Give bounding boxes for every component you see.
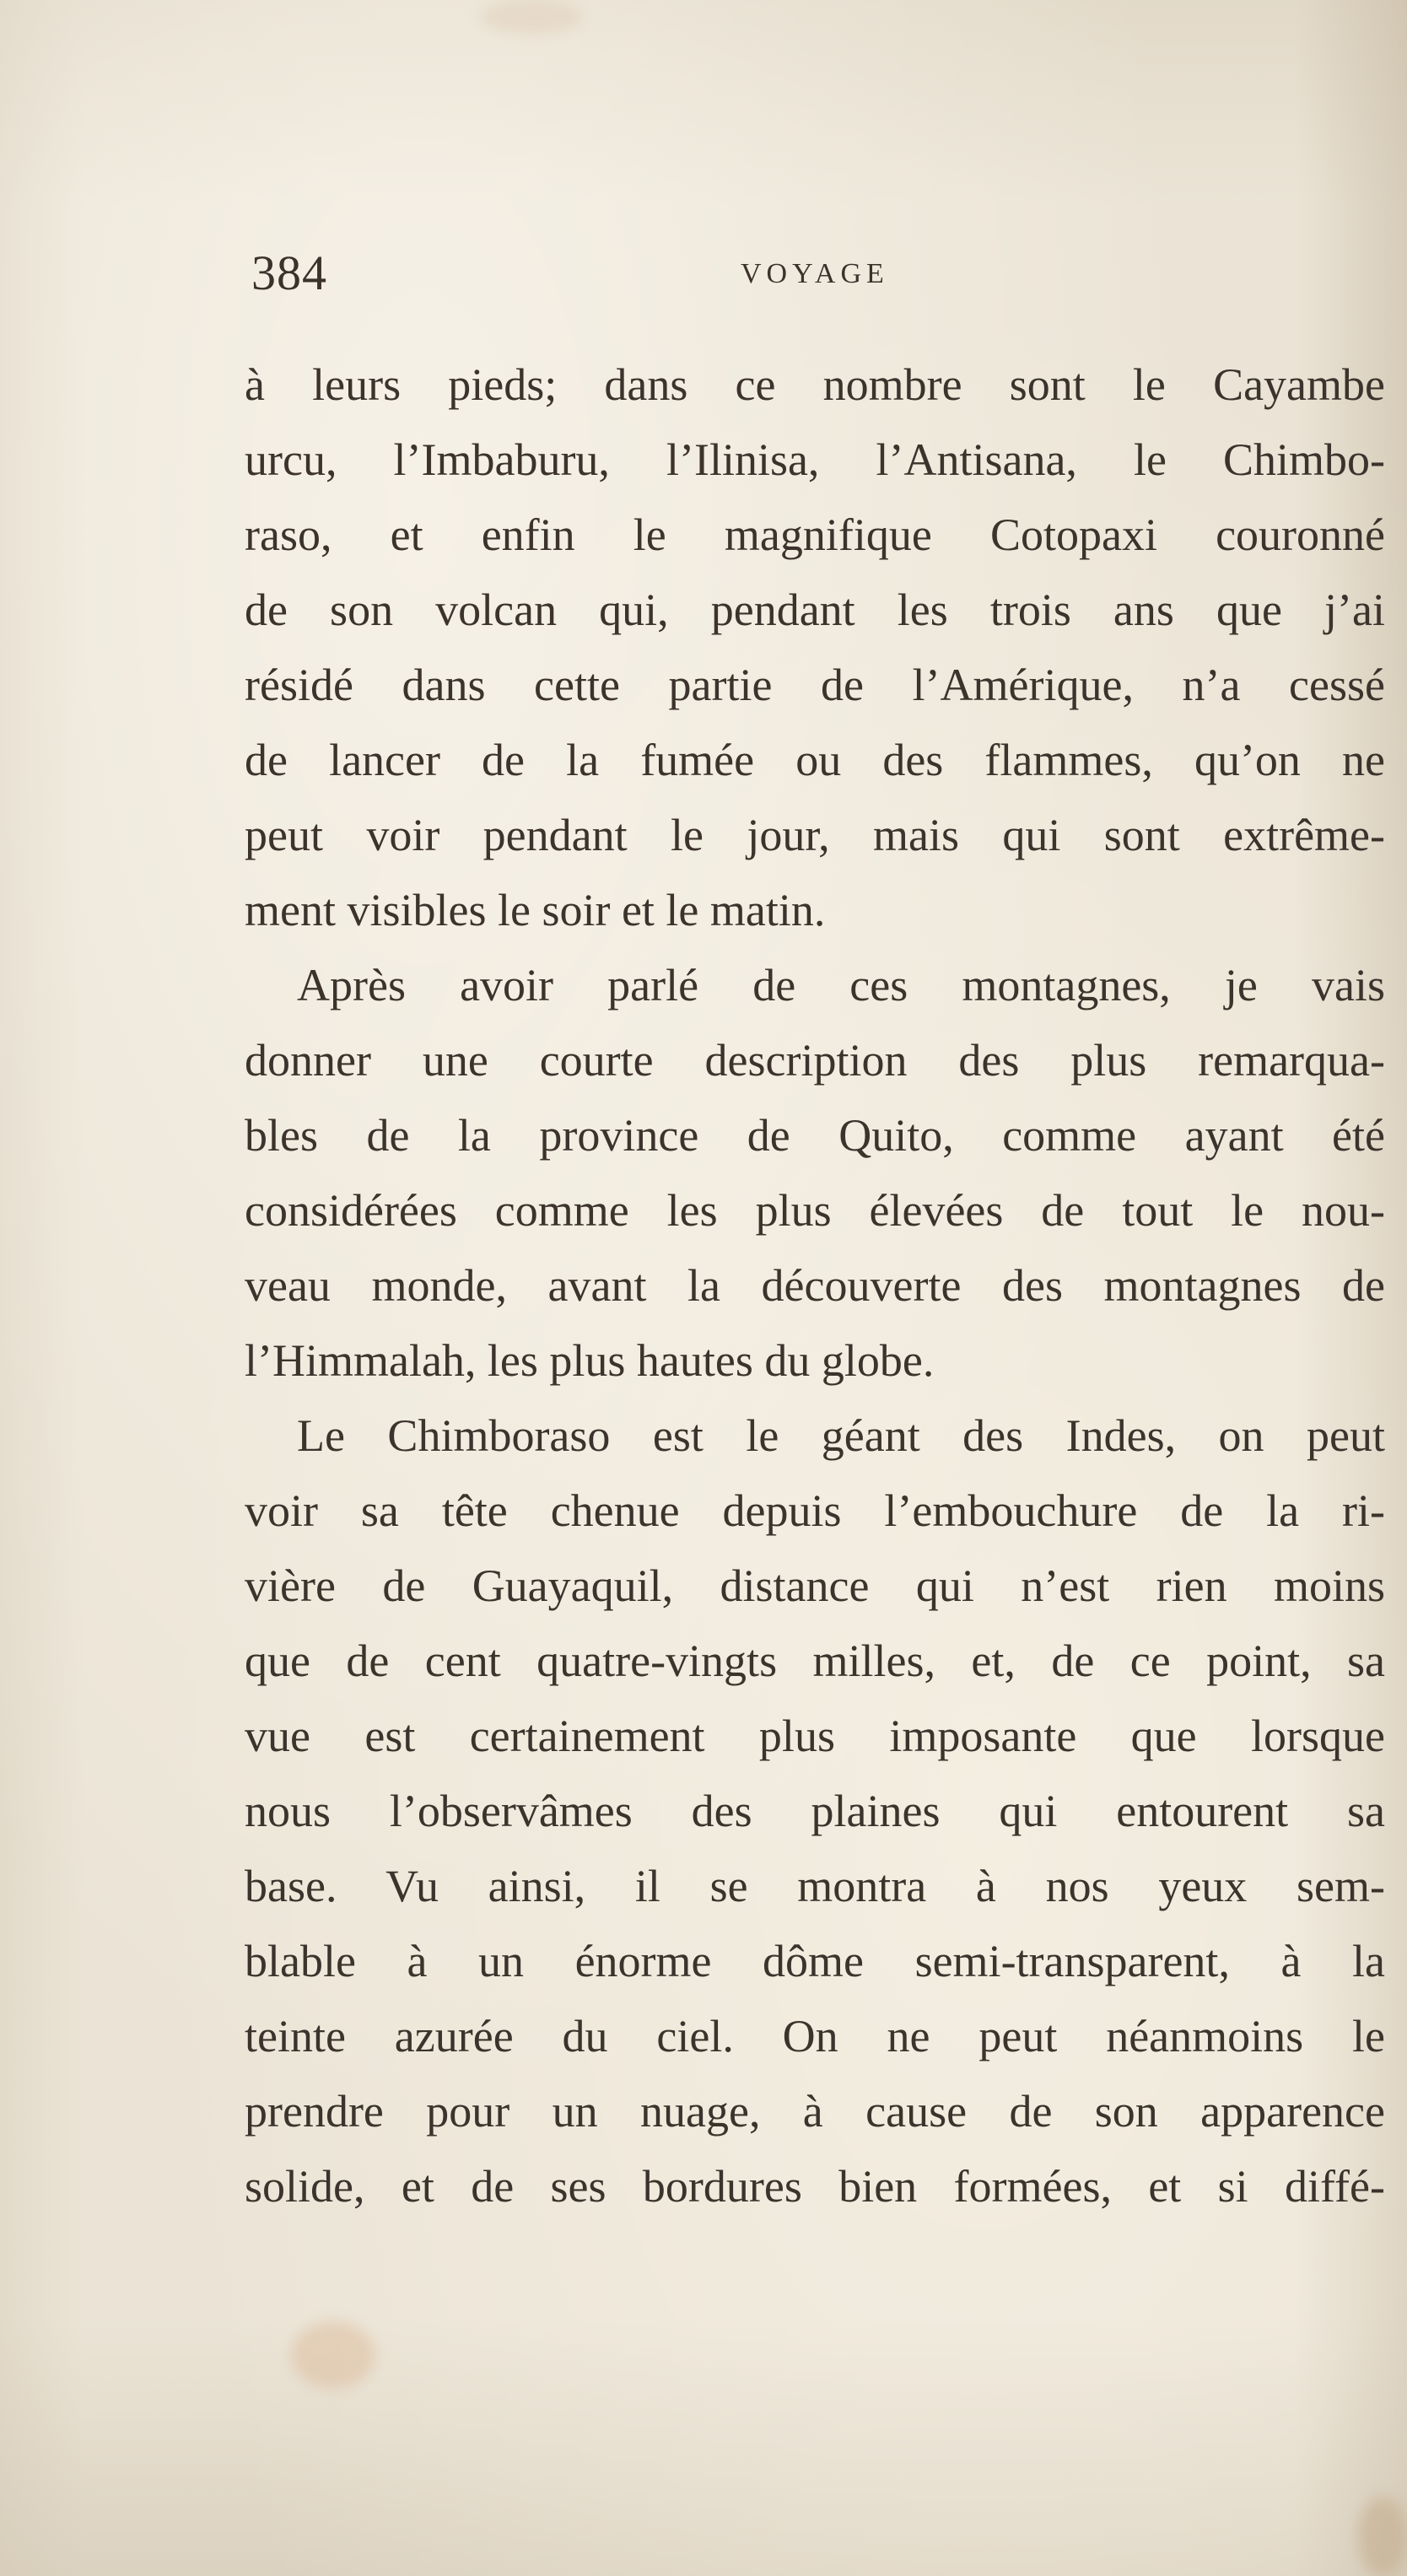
text-line: donner une courte description des plus remarqua- bbox=[245, 1035, 1385, 1086]
text-line: veau monde, avant la découverte des montagnes de bbox=[245, 1260, 1385, 1311]
text-line: urcu, l’Imbaburu, l’Ilinisa, l’Antisana, le Chimbo- bbox=[245, 434, 1385, 485]
running-head: VOYAGE bbox=[741, 258, 889, 289]
text-line: considérées comme les plus élevées de tout le nou- bbox=[245, 1185, 1385, 1236]
text-line: à leurs pieds; dans ce nombre sont le Cayambe bbox=[245, 359, 1385, 410]
text-line: raso, et enfin le magnifique Cotopaxi couronné bbox=[245, 509, 1385, 560]
body-text bbox=[245, 348, 1385, 2224]
text-line: base. Vu ainsi, il se montra à nos yeux sem- bbox=[245, 1861, 1385, 1911]
text-line: ment visibles le soir et le matin. bbox=[245, 885, 826, 935]
text-line: prendre pour un nuage, à cause de son apparence bbox=[245, 2086, 1385, 2137]
text-line: de son volcan qui, pendant les trois ans que j’ai bbox=[245, 585, 1385, 635]
text-line: vière de Guayaquil, distance qui n’est rien moins bbox=[245, 1560, 1385, 1611]
text-line: que de cent quatre-vingts milles, et, de ce point, sa bbox=[245, 1636, 1385, 1686]
foxing-stain bbox=[481, 0, 582, 34]
text-line: de lancer de la fumée ou des flammes, qu’on ne bbox=[245, 735, 1385, 785]
text-line: nous l’observâmes des plaines qui entourent sa bbox=[245, 1786, 1385, 1836]
text-line: blable à un énorme dôme semi-transparent, à la bbox=[245, 1936, 1385, 1986]
text-line: teinte azurée du ciel. On ne peut néanmoins le bbox=[245, 2011, 1385, 2061]
page-corner-shadow bbox=[1358, 2497, 1407, 2576]
text-line: voir sa tête chenue depuis l’embouchure de la ri- bbox=[245, 1485, 1385, 1536]
page-number: 384 bbox=[251, 245, 327, 300]
text-line: l’Himmalah, les plus hautes du globe. bbox=[245, 1335, 935, 1386]
text-line: solide, et de ses bordures bien formées, et si diffé- bbox=[245, 2161, 1385, 2212]
text-line: bles de la province de Quito, comme ayant été bbox=[245, 1110, 1385, 1161]
text-line: résidé dans cette partie de l’Amérique, n’a cessé bbox=[245, 660, 1385, 710]
foxing-stain bbox=[291, 2321, 375, 2389]
text-line: Le Chimboraso est le géant des Indes, on peut bbox=[297, 1410, 1385, 1461]
text-line: Après avoir parlé de ces montagnes, je vais bbox=[297, 960, 1385, 1010]
text-line: vue est certainement plus imposante que lorsque bbox=[245, 1711, 1385, 1761]
text-line: peut voir pendant le jour, mais qui sont extrême- bbox=[245, 810, 1385, 860]
